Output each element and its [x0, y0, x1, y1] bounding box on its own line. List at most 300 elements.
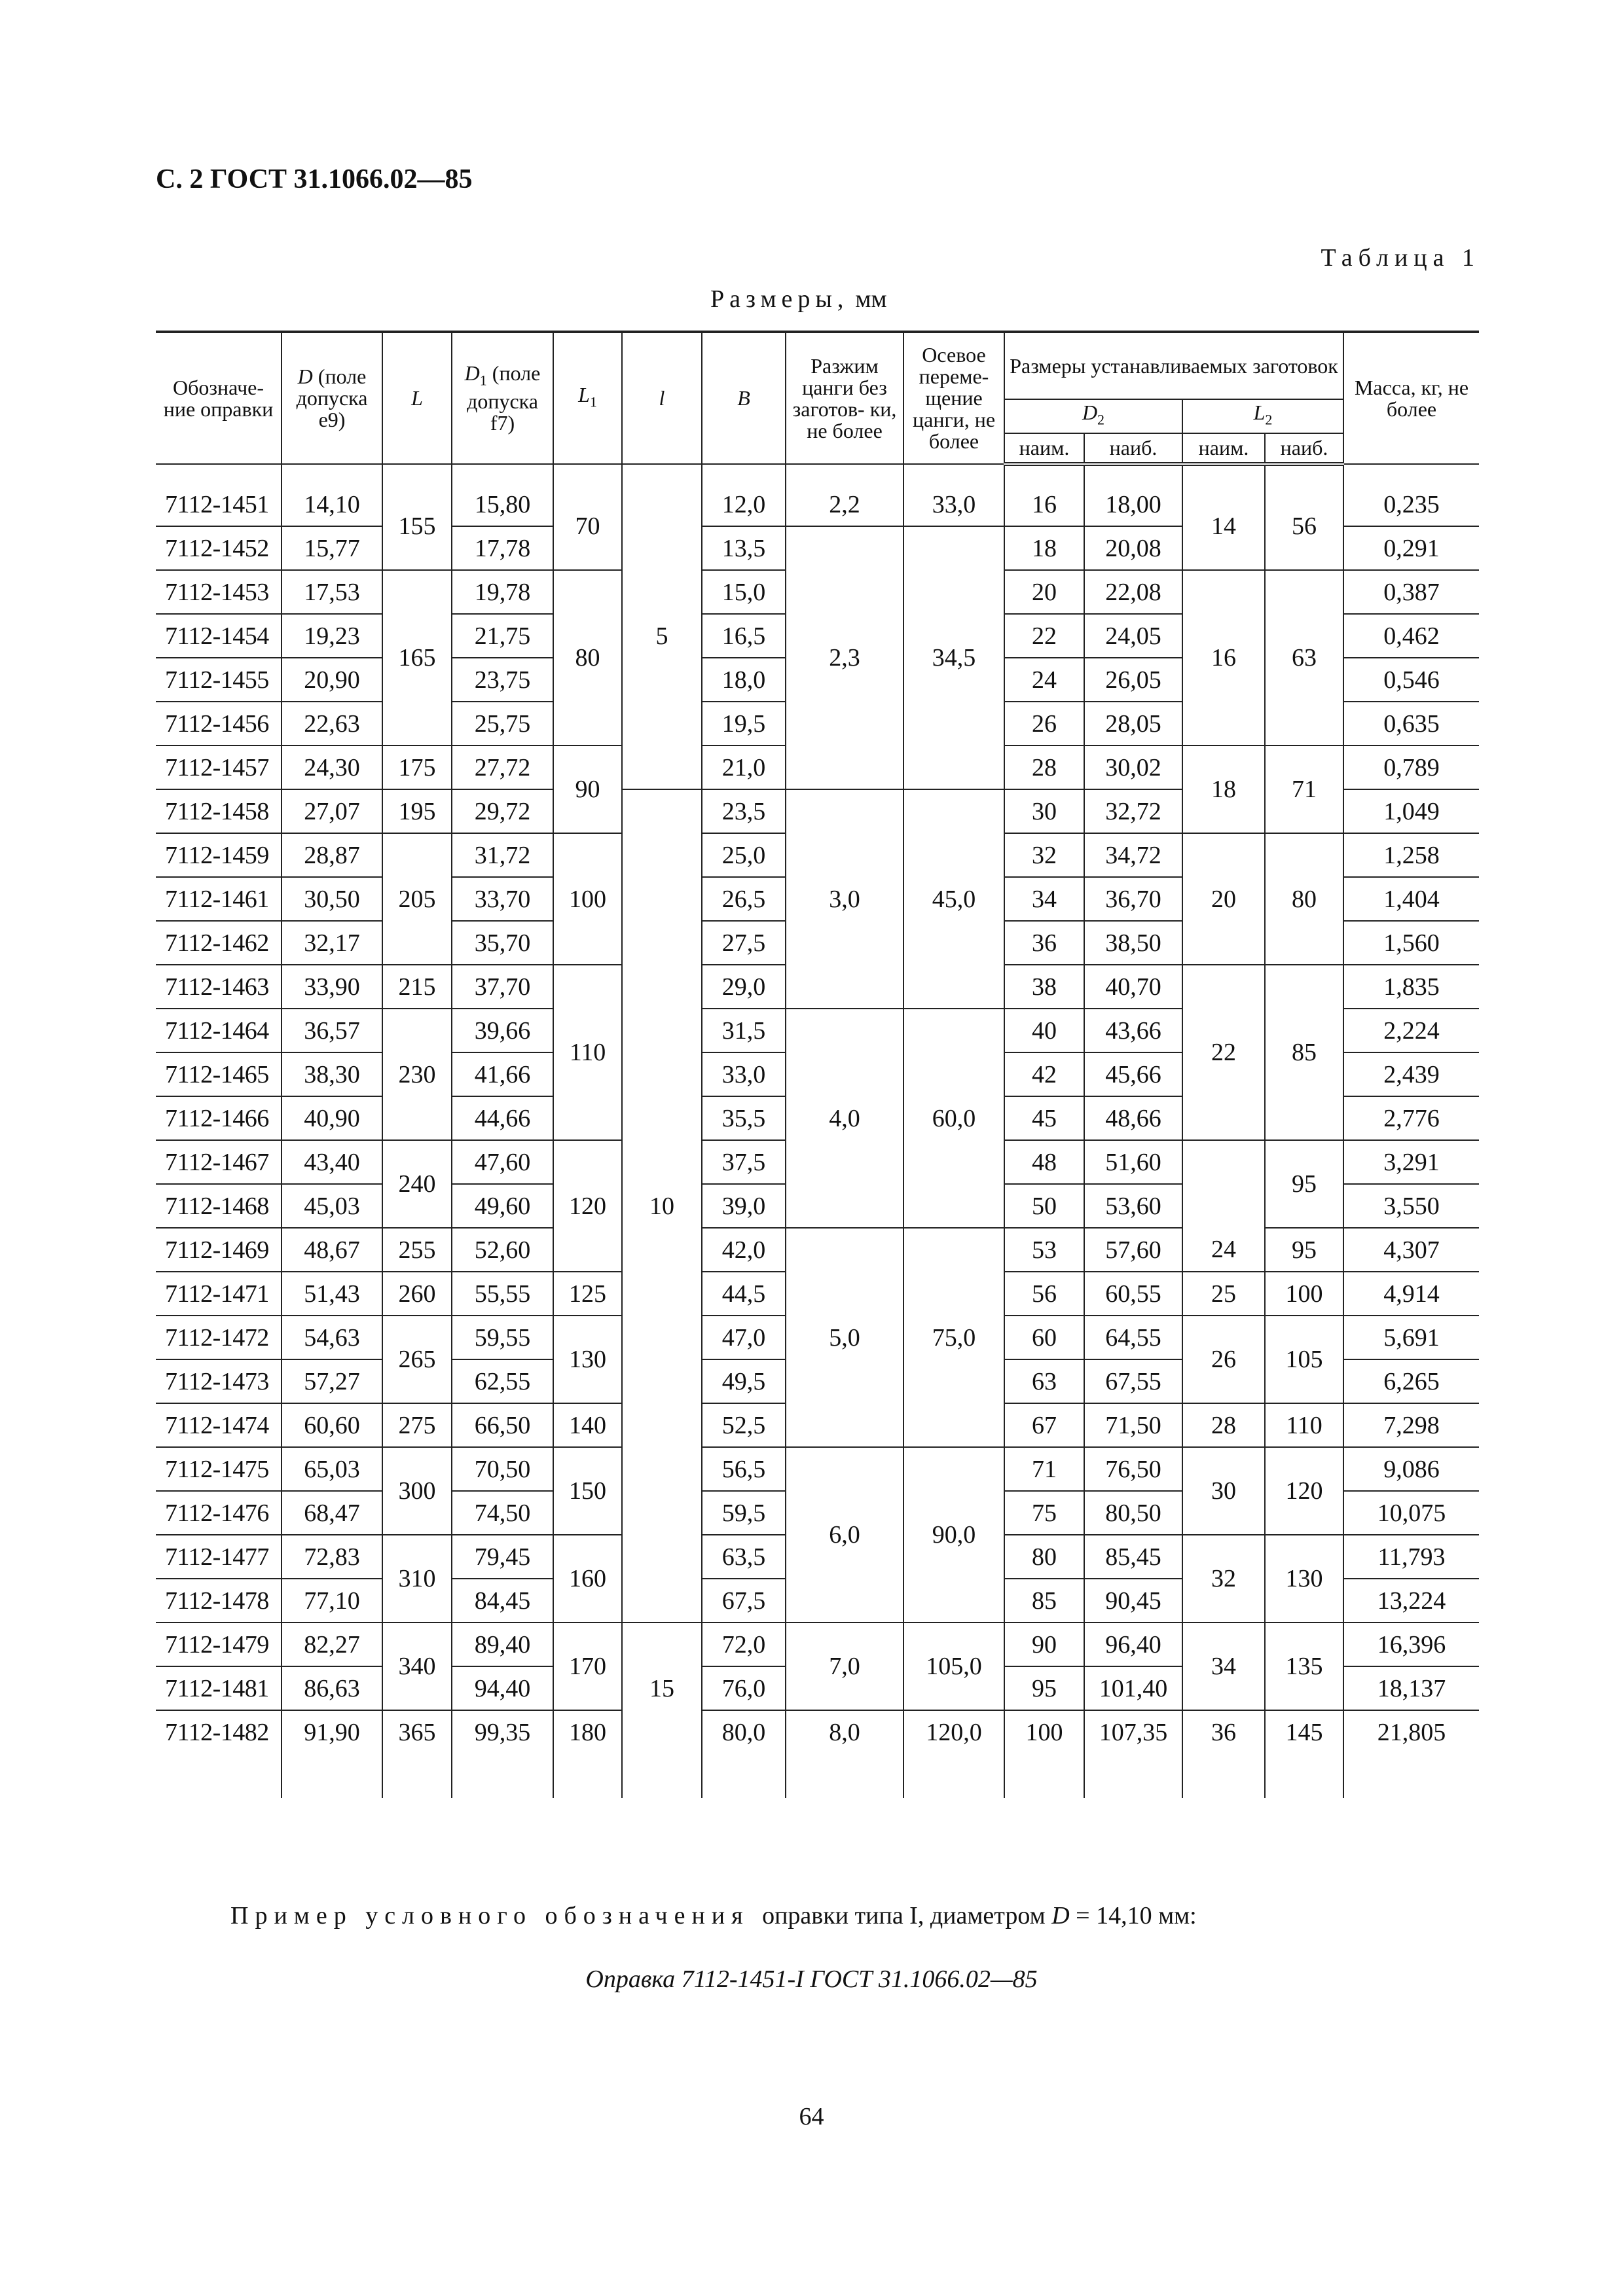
cell-d1: 66,50 [452, 1403, 553, 1447]
cell-mass: 2,224 [1343, 1009, 1479, 1052]
cell-l2max: 63 [1265, 570, 1343, 745]
tail-cell [702, 1753, 786, 1798]
cell-l2min: 14 [1182, 480, 1265, 570]
cell-mass: 1,560 [1343, 921, 1479, 965]
spacer-cell [1084, 464, 1182, 480]
spacer-cell [786, 464, 903, 480]
cell-mass: 0,291 [1343, 526, 1479, 570]
cell-d1: 29,72 [452, 789, 553, 833]
col-L: L [382, 332, 452, 464]
cell-mass: 2,439 [1343, 1052, 1479, 1096]
cell-d: 60,60 [282, 1403, 382, 1447]
cell-d2min: 100 [1004, 1710, 1084, 1753]
cell-code: 7112-1462 [156, 921, 282, 965]
cell-d1: 55,55 [452, 1272, 553, 1316]
cell-d1: 44,66 [452, 1096, 553, 1140]
example-code: Оправка 7112-1451-I ГОСТ 31.1066.02—85 [585, 1965, 1038, 1993]
cell-l2max: 56 [1265, 480, 1343, 570]
col-mass: Масса, кг, не более [1343, 332, 1479, 464]
table-row [156, 1710, 1479, 1753]
cell-d2min: 40 [1004, 1009, 1084, 1052]
cell-code: 7112-1454 [156, 614, 282, 658]
col-D2-min: наим. [1004, 433, 1084, 464]
cell-l2min: 18 [1182, 745, 1265, 833]
cell-l: 230 [382, 1009, 452, 1140]
cell-mass: 0,387 [1343, 570, 1479, 614]
cell-b: 63,5 [702, 1535, 786, 1579]
cell-mass: 13,224 [1343, 1579, 1479, 1623]
cell-d2min: 34 [1004, 877, 1084, 921]
cell-code: 7112-1466 [156, 1096, 282, 1140]
cell-mass: 6,265 [1343, 1359, 1479, 1403]
cell-l: 165 [382, 570, 452, 745]
units-label: Размеры, [710, 285, 849, 313]
cell-d1: 47,60 [452, 1140, 553, 1184]
cell-d: 24,30 [282, 745, 382, 789]
cell-d1: 27,72 [452, 745, 553, 789]
cell-mass: 4,914 [1343, 1272, 1479, 1316]
col-D1-symbol: D [464, 361, 480, 385]
cell-d: 43,40 [282, 1140, 382, 1184]
cell-code: 7112-1472 [156, 1316, 282, 1359]
col-D2 [1004, 399, 1182, 433]
cell-d2min: 53 [1004, 1228, 1084, 1272]
cell-d: 68,47 [282, 1491, 382, 1535]
cell-mass: 5,691 [1343, 1316, 1479, 1359]
table-row [156, 1228, 1479, 1272]
cell-d: 27,07 [282, 789, 382, 833]
cell-code: 7112-1473 [156, 1359, 282, 1403]
cell-mass: 0,635 [1343, 702, 1479, 745]
tail-cell [1265, 1753, 1343, 1798]
cell-axial: 45,0 [903, 789, 1004, 1009]
tail-cell [1343, 1753, 1479, 1798]
cell-d2max: 24,05 [1084, 614, 1182, 658]
cell-l: 15 [622, 1623, 702, 1753]
cell-d2min: 67 [1004, 1403, 1084, 1447]
cell-l: 260 [382, 1272, 452, 1316]
cell-b: 47,0 [702, 1316, 786, 1359]
cell-d2min: 45 [1004, 1096, 1084, 1140]
cell-b: 25,0 [702, 833, 786, 877]
cell-d2max: 40,70 [1084, 965, 1182, 1009]
cell-d: 77,10 [282, 1579, 382, 1623]
col-workpiece: Размеры устанавливаемых заготовок [1004, 332, 1343, 399]
cell-l1: 100 [553, 833, 622, 965]
cell-d2max: 32,72 [1084, 789, 1182, 833]
cell-d2min: 24 [1004, 658, 1084, 702]
col-D2-max: наиб. [1084, 433, 1182, 464]
cell-l1: 120 [553, 1140, 622, 1272]
cell-d2max: 34,72 [1084, 833, 1182, 877]
cell-b: 52,5 [702, 1403, 786, 1447]
cell-d1: 21,75 [452, 614, 553, 658]
cell-axial: 90,0 [903, 1447, 1004, 1623]
cell-l2min: 34 [1182, 1623, 1265, 1710]
cell-l2min: 36 [1182, 1710, 1265, 1753]
cell-b: 31,5 [702, 1009, 786, 1052]
cell-d: 86,63 [282, 1666, 382, 1710]
cell-l2max: 145 [1265, 1710, 1343, 1753]
table-body [156, 464, 1479, 1798]
cell-l1: 80 [553, 570, 622, 745]
spacer-cell [452, 464, 553, 480]
tail-cell [1084, 1753, 1182, 1798]
cell-b: 39,0 [702, 1184, 786, 1228]
cell-mass: 0,789 [1343, 745, 1479, 789]
col-D-symbol: D [297, 365, 313, 388]
cell-d2max: 90,45 [1084, 1579, 1182, 1623]
cell-code: 7112-1455 [156, 658, 282, 702]
cell-d2min: 75 [1004, 1491, 1084, 1535]
cell-b: 67,5 [702, 1579, 786, 1623]
cell-d2max: 53,60 [1084, 1184, 1182, 1228]
cell-d: 22,63 [282, 702, 382, 745]
cell-l2min: 32 [1182, 1535, 1265, 1623]
cell-l2max: 95 [1265, 1228, 1343, 1272]
cell-d: 82,27 [282, 1623, 382, 1666]
cell-d: 20,90 [282, 658, 382, 702]
cell-d: 15,77 [282, 526, 382, 570]
col-B: B [702, 332, 786, 464]
cell-d: 32,17 [282, 921, 382, 965]
cell-b: 35,5 [702, 1096, 786, 1140]
cell-code: 7112-1463 [156, 965, 282, 1009]
tail-cell [786, 1753, 903, 1798]
cell-d1: 35,70 [452, 921, 553, 965]
cell-mass: 7,298 [1343, 1403, 1479, 1447]
cell-l1: 160 [553, 1535, 622, 1623]
cell-mass: 2,776 [1343, 1096, 1479, 1140]
cell-l: 10 [622, 789, 702, 1623]
cell-b: 27,5 [702, 921, 786, 965]
cell-d2min: 90 [1004, 1623, 1084, 1666]
table-row [156, 480, 1479, 526]
tail-cell [156, 1753, 282, 1798]
cell-clamp: 8,0 [786, 1710, 903, 1753]
cell-d2min: 32 [1004, 833, 1084, 877]
cell-d1: 15,80 [452, 480, 553, 526]
cell-b: 12,0 [702, 480, 786, 526]
cell-d1: 74,50 [452, 1491, 553, 1535]
cell-clamp: 5,0 [786, 1228, 903, 1447]
tail-cell [903, 1753, 1004, 1798]
cell-d: 57,27 [282, 1359, 382, 1403]
cell-b: 29,0 [702, 965, 786, 1009]
cell-d2max: 20,08 [1084, 526, 1182, 570]
col-L1-symbol: L [578, 382, 590, 406]
cell-l1: 125 [553, 1272, 622, 1316]
cell-code: 7112-1482 [156, 1710, 282, 1753]
cell-d2max: 18,00 [1084, 480, 1182, 526]
spacer-cell [903, 464, 1004, 480]
cell-d2min: 63 [1004, 1359, 1084, 1403]
example-label: Пример условного обозначения [230, 1902, 750, 1929]
cell-axial: 75,0 [903, 1228, 1004, 1447]
table-number: Таблица 1 [1321, 244, 1480, 272]
cell-l2max: 110 [1265, 1403, 1343, 1447]
cell-mass: 21,805 [1343, 1710, 1479, 1753]
cell-code: 7112-1452 [156, 526, 282, 570]
cell-code: 7112-1475 [156, 1447, 282, 1491]
spacer-cell [1182, 464, 1265, 480]
tail-cell [382, 1753, 452, 1798]
cell-mass: 18,137 [1343, 1666, 1479, 1710]
cell-d: 36,57 [282, 1009, 382, 1052]
cell-b: 49,5 [702, 1359, 786, 1403]
col-axial: Осевое переме- щение цанги, не более [903, 332, 1004, 464]
cell-d1: 94,40 [452, 1666, 553, 1710]
spacer-cell [702, 464, 786, 480]
cell-d2max: 57,60 [1084, 1228, 1182, 1272]
cell-b: 16,5 [702, 614, 786, 658]
spacer-cell [282, 464, 382, 480]
cell-d2min: 28 [1004, 745, 1084, 789]
example-text-after: = 14,10 мм: [1076, 1902, 1197, 1929]
cell-l: 300 [382, 1447, 452, 1535]
cell-clamp: 6,0 [786, 1447, 903, 1623]
cell-code: 7112-1476 [156, 1491, 282, 1535]
cell-d2min: 16 [1004, 480, 1084, 526]
cell-code: 7112-1474 [156, 1403, 282, 1447]
cell-l2max: 130 [1265, 1535, 1343, 1623]
cell-l2max: 105 [1265, 1316, 1343, 1403]
cell-l2max: 80 [1265, 833, 1343, 965]
cell-d: 72,83 [282, 1535, 382, 1579]
cell-l1: 180 [553, 1710, 622, 1753]
cell-l: 215 [382, 965, 452, 1009]
cell-d: 48,67 [282, 1228, 382, 1272]
cell-l: 340 [382, 1623, 452, 1710]
cell-mass: 9,086 [1343, 1447, 1479, 1491]
cell-l2max: 120 [1265, 1447, 1343, 1535]
cell-code: 7112-1477 [156, 1535, 282, 1579]
spacer-cell [622, 464, 702, 480]
cell-d1: 41,66 [452, 1052, 553, 1096]
cell-d2max: 80,50 [1084, 1491, 1182, 1535]
cell-d2min: 22 [1004, 614, 1084, 658]
col-D1-tolerance: (поле допуска f7) [467, 361, 541, 435]
cell-b: 19,5 [702, 702, 786, 745]
cell-code: 7112-1467 [156, 1140, 282, 1184]
cell-d2max: 85,45 [1084, 1535, 1182, 1579]
cell-d: 28,87 [282, 833, 382, 877]
cell-axial: 33,0 [903, 480, 1004, 526]
cell-d2max: 96,40 [1084, 1623, 1182, 1666]
cell-b: 76,0 [702, 1666, 786, 1710]
col-L2-symbol: L [1253, 401, 1266, 425]
tail-cell [1182, 1753, 1265, 1798]
cell-d2max: 51,60 [1084, 1140, 1182, 1184]
cell-code: 7112-1456 [156, 702, 282, 745]
cell-code: 7112-1481 [156, 1666, 282, 1710]
cell-clamp: 2,2 [786, 480, 903, 526]
cell-d2min: 38 [1004, 965, 1084, 1009]
cell-d: 14,10 [282, 480, 382, 526]
cell-b: 15,0 [702, 570, 786, 614]
example-variable: D [1051, 1902, 1070, 1929]
col-L2 [1182, 399, 1343, 433]
cell-d1: 49,60 [452, 1184, 553, 1228]
cell-d2max: 76,50 [1084, 1447, 1182, 1491]
cell-d: 54,63 [282, 1316, 382, 1359]
cell-mass: 1,049 [1343, 789, 1479, 833]
cell-mass: 0,546 [1343, 658, 1479, 702]
page-header: С. 2 ГОСТ 31.1066.02—85 [156, 164, 473, 194]
cell-l: 255 [382, 1228, 452, 1272]
col-D1 [452, 332, 553, 464]
cell-d: 40,90 [282, 1096, 382, 1140]
cell-mass: 1,404 [1343, 877, 1479, 921]
cell-b: 42,0 [702, 1228, 786, 1272]
cell-d2max: 38,50 [1084, 921, 1182, 965]
tail-cell [282, 1753, 382, 1798]
cell-l2max: 95 [1265, 1140, 1343, 1228]
cell-d1: 39,66 [452, 1009, 553, 1052]
cell-d2min: 36 [1004, 921, 1084, 965]
cell-d: 51,43 [282, 1272, 382, 1316]
cell-code: 7112-1459 [156, 833, 282, 877]
cell-d1: 89,40 [452, 1623, 553, 1666]
cell-mass: 0,462 [1343, 614, 1479, 658]
cell-l: 265 [382, 1316, 452, 1403]
cell-l: 365 [382, 1710, 452, 1753]
tail-cell [452, 1753, 553, 1798]
cell-d2max: 107,35 [1084, 1710, 1182, 1753]
col-L1-sub: 1 [589, 393, 597, 410]
page-number: 64 [799, 2103, 824, 2130]
cell-d2min: 50 [1004, 1184, 1084, 1228]
cell-d2min: 42 [1004, 1052, 1084, 1096]
cell-d2max: 45,66 [1084, 1052, 1182, 1096]
cell-clamp: 2,3 [786, 526, 903, 789]
cell-l2min: 26 [1182, 1316, 1265, 1403]
tail-cell [622, 1753, 702, 1798]
spacer-cell [1265, 464, 1343, 480]
col-l: l [622, 332, 702, 464]
cell-code: 7112-1453 [156, 570, 282, 614]
cell-d2max: 67,55 [1084, 1359, 1182, 1403]
col-L2-sub: 2 [1265, 411, 1273, 428]
cell-l2min: 30 [1182, 1447, 1265, 1535]
cell-d1: 84,45 [452, 1579, 553, 1623]
col-D [282, 332, 382, 464]
cell-l: 275 [382, 1403, 452, 1447]
units-unit: мм [855, 285, 887, 313]
cell-l: 195 [382, 789, 452, 833]
cell-d1: 62,55 [452, 1359, 553, 1403]
cell-clamp: 7,0 [786, 1623, 903, 1710]
cell-d2max: 36,70 [1084, 877, 1182, 921]
cell-d: 33,90 [282, 965, 382, 1009]
cell-mass: 1,258 [1343, 833, 1479, 877]
cell-l2min: 25 [1182, 1272, 1265, 1316]
cell-code: 7112-1469 [156, 1228, 282, 1272]
cell-code: 7112-1479 [156, 1623, 282, 1666]
cell-clamp: 3,0 [786, 789, 903, 1009]
cell-d2min: 71 [1004, 1447, 1084, 1491]
cell-code: 7112-1468 [156, 1184, 282, 1228]
col-L2-max: наиб. [1265, 433, 1343, 464]
cell-d2min: 85 [1004, 1579, 1084, 1623]
spacer-cell [1343, 464, 1479, 480]
cell-axial: 34,5 [903, 526, 1004, 789]
cell-d: 65,03 [282, 1447, 382, 1491]
cell-d1: 23,75 [452, 658, 553, 702]
col-designation: Обозначе- ние оправки [156, 332, 282, 464]
cell-l2min: 20 [1182, 833, 1265, 965]
col-D-tolerance: (поле допуска е9) [296, 365, 368, 431]
cell-d1: 79,45 [452, 1535, 553, 1579]
cell-code: 7112-1465 [156, 1052, 282, 1096]
cell-l2min: 16 [1182, 570, 1265, 745]
cell-b: 13,5 [702, 526, 786, 570]
cell-b: 21,0 [702, 745, 786, 789]
spacer-cell [1004, 464, 1084, 480]
cell-l1: 90 [553, 745, 622, 833]
cell-code: 7112-1471 [156, 1272, 282, 1316]
cell-l: 175 [382, 745, 452, 789]
cell-d2min: 26 [1004, 702, 1084, 745]
cell-d2min: 95 [1004, 1666, 1084, 1710]
cell-mass: 3,291 [1343, 1140, 1479, 1184]
cell-d1: 33,70 [452, 877, 553, 921]
cell-mass: 10,075 [1343, 1491, 1479, 1535]
cell-code: 7112-1457 [156, 745, 282, 789]
cell-axial: 120,0 [903, 1710, 1004, 1753]
col-D2-symbol: D [1082, 401, 1098, 425]
dimensions-table [156, 331, 1479, 1798]
cell-l: 240 [382, 1140, 452, 1228]
cell-axial: 60,0 [903, 1009, 1004, 1228]
col-D1-sub: 1 [479, 372, 487, 389]
cell-mass: 4,307 [1343, 1228, 1479, 1272]
cell-b: 80,0 [702, 1710, 786, 1753]
cell-mass: 1,835 [1343, 965, 1479, 1009]
tail-cell [553, 1753, 622, 1798]
cell-l: 5 [622, 480, 702, 789]
cell-d2min: 80 [1004, 1535, 1084, 1579]
cell-b: 37,5 [702, 1140, 786, 1184]
cell-l1: 140 [553, 1403, 622, 1447]
cell-d2max: 30,02 [1084, 745, 1182, 789]
cell-d: 30,50 [282, 877, 382, 921]
col-L1 [553, 332, 622, 464]
cell-l1: 110 [553, 965, 622, 1140]
cell-b: 72,0 [702, 1623, 786, 1666]
cell-l: 310 [382, 1535, 452, 1623]
cell-d2max: 101,40 [1084, 1666, 1182, 1710]
cell-l2max: 100 [1265, 1272, 1343, 1316]
designation-example [230, 1901, 1197, 1930]
cell-d1: 70,50 [452, 1447, 553, 1491]
cell-code: 7112-1458 [156, 789, 282, 833]
cell-b: 18,0 [702, 658, 786, 702]
cell-d: 45,03 [282, 1184, 382, 1228]
cell-d2max: 26,05 [1084, 658, 1182, 702]
col-clamp: Разжим цанги без заготов- ки, не более [786, 332, 903, 464]
cell-d2min: 56 [1004, 1272, 1084, 1316]
cell-b: 59,5 [702, 1491, 786, 1535]
col-L2-min: наим. [1182, 433, 1265, 464]
cell-l: 155 [382, 480, 452, 570]
table-row [156, 1447, 1479, 1491]
cell-code: 7112-1464 [156, 1009, 282, 1052]
cell-d: 17,53 [282, 570, 382, 614]
cell-l1: 170 [553, 1623, 622, 1710]
cell-mass: 0,235 [1343, 480, 1479, 526]
cell-l2min: 24 [1182, 1140, 1265, 1272]
